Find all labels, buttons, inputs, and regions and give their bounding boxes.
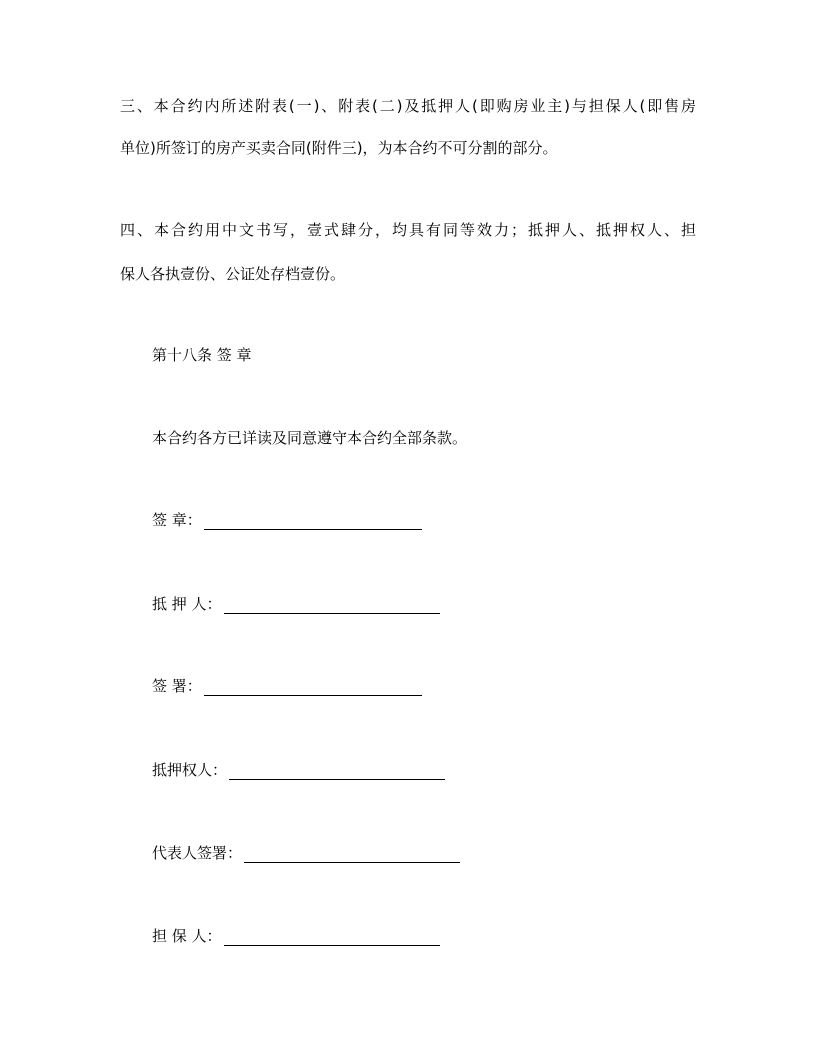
signature-blank[interactable] — [229, 761, 445, 780]
paragraph-four-line-1: 四、本合约用中文书写，壹式肆分，均具有同等效力；抵押人、抵押权人、担 — [120, 221, 696, 239]
signature-line-representative — [152, 843, 460, 865]
signature-line-mortgagor — [152, 594, 440, 616]
agreement-statement: 本合约各方已详读及同意遵守本合约全部条款。 — [152, 429, 468, 447]
signature-label: 签 章： — [152, 511, 202, 529]
signature-line-seal — [152, 510, 422, 532]
signature-blank[interactable] — [244, 844, 460, 863]
signature-label: 代表人签署： — [152, 844, 243, 862]
paragraph-four-line-2: 保人各执壹份、公证处存档壹份。 — [120, 265, 346, 283]
paragraph-three-line-1: 三、本合约内所述附表(一)、附表(二)及抵押人(即购房业主)与担保人(即售房 — [120, 97, 696, 115]
signature-label: 抵押权人： — [152, 761, 228, 779]
signature-label: 签 署： — [152, 677, 202, 695]
article-heading: 第十八条 签 章 — [152, 346, 252, 364]
signature-label: 担 保 人： — [152, 927, 222, 945]
signature-blank[interactable] — [224, 927, 440, 946]
signature-blank[interactable] — [204, 677, 422, 696]
signature-line-mortgagee — [152, 760, 445, 782]
signature-line-sign — [152, 676, 422, 698]
signature-blank[interactable] — [204, 511, 422, 530]
signature-label: 抵 押 人： — [152, 595, 222, 613]
paragraph-three-line-2: 单位)所签订的房产买卖合同(附件三)，为本合约不可分割的部分。 — [120, 139, 558, 157]
signature-blank[interactable] — [224, 595, 440, 614]
signature-line-guarantor — [152, 926, 440, 948]
